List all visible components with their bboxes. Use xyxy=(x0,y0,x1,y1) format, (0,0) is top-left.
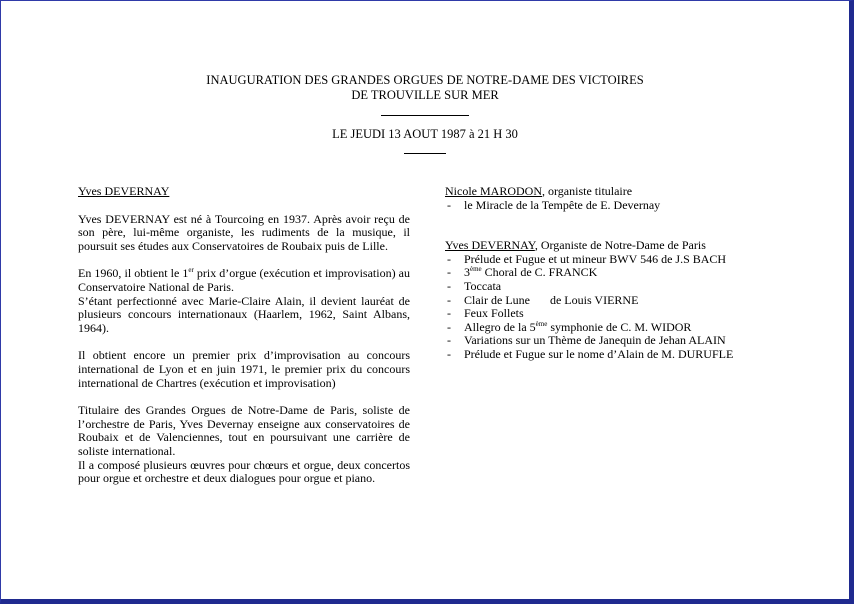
performer-2-name: Yves DEVERNAY xyxy=(445,238,535,253)
performer-1-name: Nicole MARODON xyxy=(445,184,542,198)
program-item: - le Miracle de la Tempête de E. Devernay xyxy=(445,199,775,213)
program-item: - Prélude et Fugue sur le nome d’Alain de M. DURUFLE xyxy=(445,348,775,362)
title-line-2: DE TROUVILLE SUR MER xyxy=(351,88,499,102)
program-item: - Variations sur un Thème de Janequin de Jehan ALAIN xyxy=(445,334,775,348)
performer-2-program xyxy=(445,253,775,362)
program-item: - Clair de Lune de Louis VIERNE xyxy=(445,294,775,308)
program-item: - Allegro de la 5ème symphonie de C. M. WIDOR xyxy=(445,321,775,335)
biography-paragraph-1: Yves DEVERNAY est né à Tourcoing en 1937. Après avoir reçu de son père, lui-même organiste, les rudiments de la musique, il poursuit ses études aux Conservatoires de Roubaix puis de Lille. xyxy=(78,211,410,253)
biography-paragraph-4: Il obtient encore un premier prix d’improvisation au concours international de Lyon et en juin 1971, le premier prix du concours international de Chartres (exécution et improvisation) xyxy=(78,348,410,390)
biography-heading: Yves DEVERNAY xyxy=(78,184,170,198)
program-item: - Prélude et Fugue et ut mineur BWV 546 de J.S BACH xyxy=(445,253,775,267)
performer-2: Yves DEVERNAY, Organiste de Notre-Dame de Paris xyxy=(445,238,706,253)
date-rule xyxy=(404,153,446,154)
biography-paragraph-6: Il a composé plusieurs œuvres pour chœurs et orgue, deux concertos pour orgue et orchestre et deux dialogues pour orgue et piano. xyxy=(78,457,410,486)
program-item: - Toccata xyxy=(445,280,775,294)
header-rule xyxy=(381,115,469,116)
program-item: - Feux Follets xyxy=(445,307,775,321)
document-header xyxy=(1,73,849,154)
biography-paragraph-3: S’étant perfectionné avec Marie-Claire Alain, il devient lauréat de plusieurs concours internationaux (Haarlem, 1962, Saint Albans, 1964). xyxy=(78,293,410,335)
performer-1: Nicole MARODON, organiste titulaire xyxy=(445,184,633,198)
biography-column xyxy=(78,185,410,486)
biography-paragraph-5: Titulaire des Grandes Orgues de Notre-Dame de Paris, soliste de l’orchestre de Paris, Yves Devernay enseigne aux conservatoires de Roubaix et de Valenciennes, tout en poursuivant une carrière de soliste international. xyxy=(78,403,410,458)
event-date: LE JEUDI 13 AOUT 1987 à 21 H 30 xyxy=(332,127,518,141)
biography-paragraph-2: En 1960, il obtient le 1er prix d’orgue (exécution et improvisation) au Conservatoire National de Paris. xyxy=(78,266,410,294)
program-item: - 3ème Choral de C. FRANCK xyxy=(445,266,775,280)
program-column xyxy=(445,185,775,362)
performer-1-program xyxy=(445,199,775,213)
title-line-1: INAUGURATION DES GRANDES ORGUES DE NOTRE-DAME DES VICTOIRES xyxy=(206,73,644,87)
